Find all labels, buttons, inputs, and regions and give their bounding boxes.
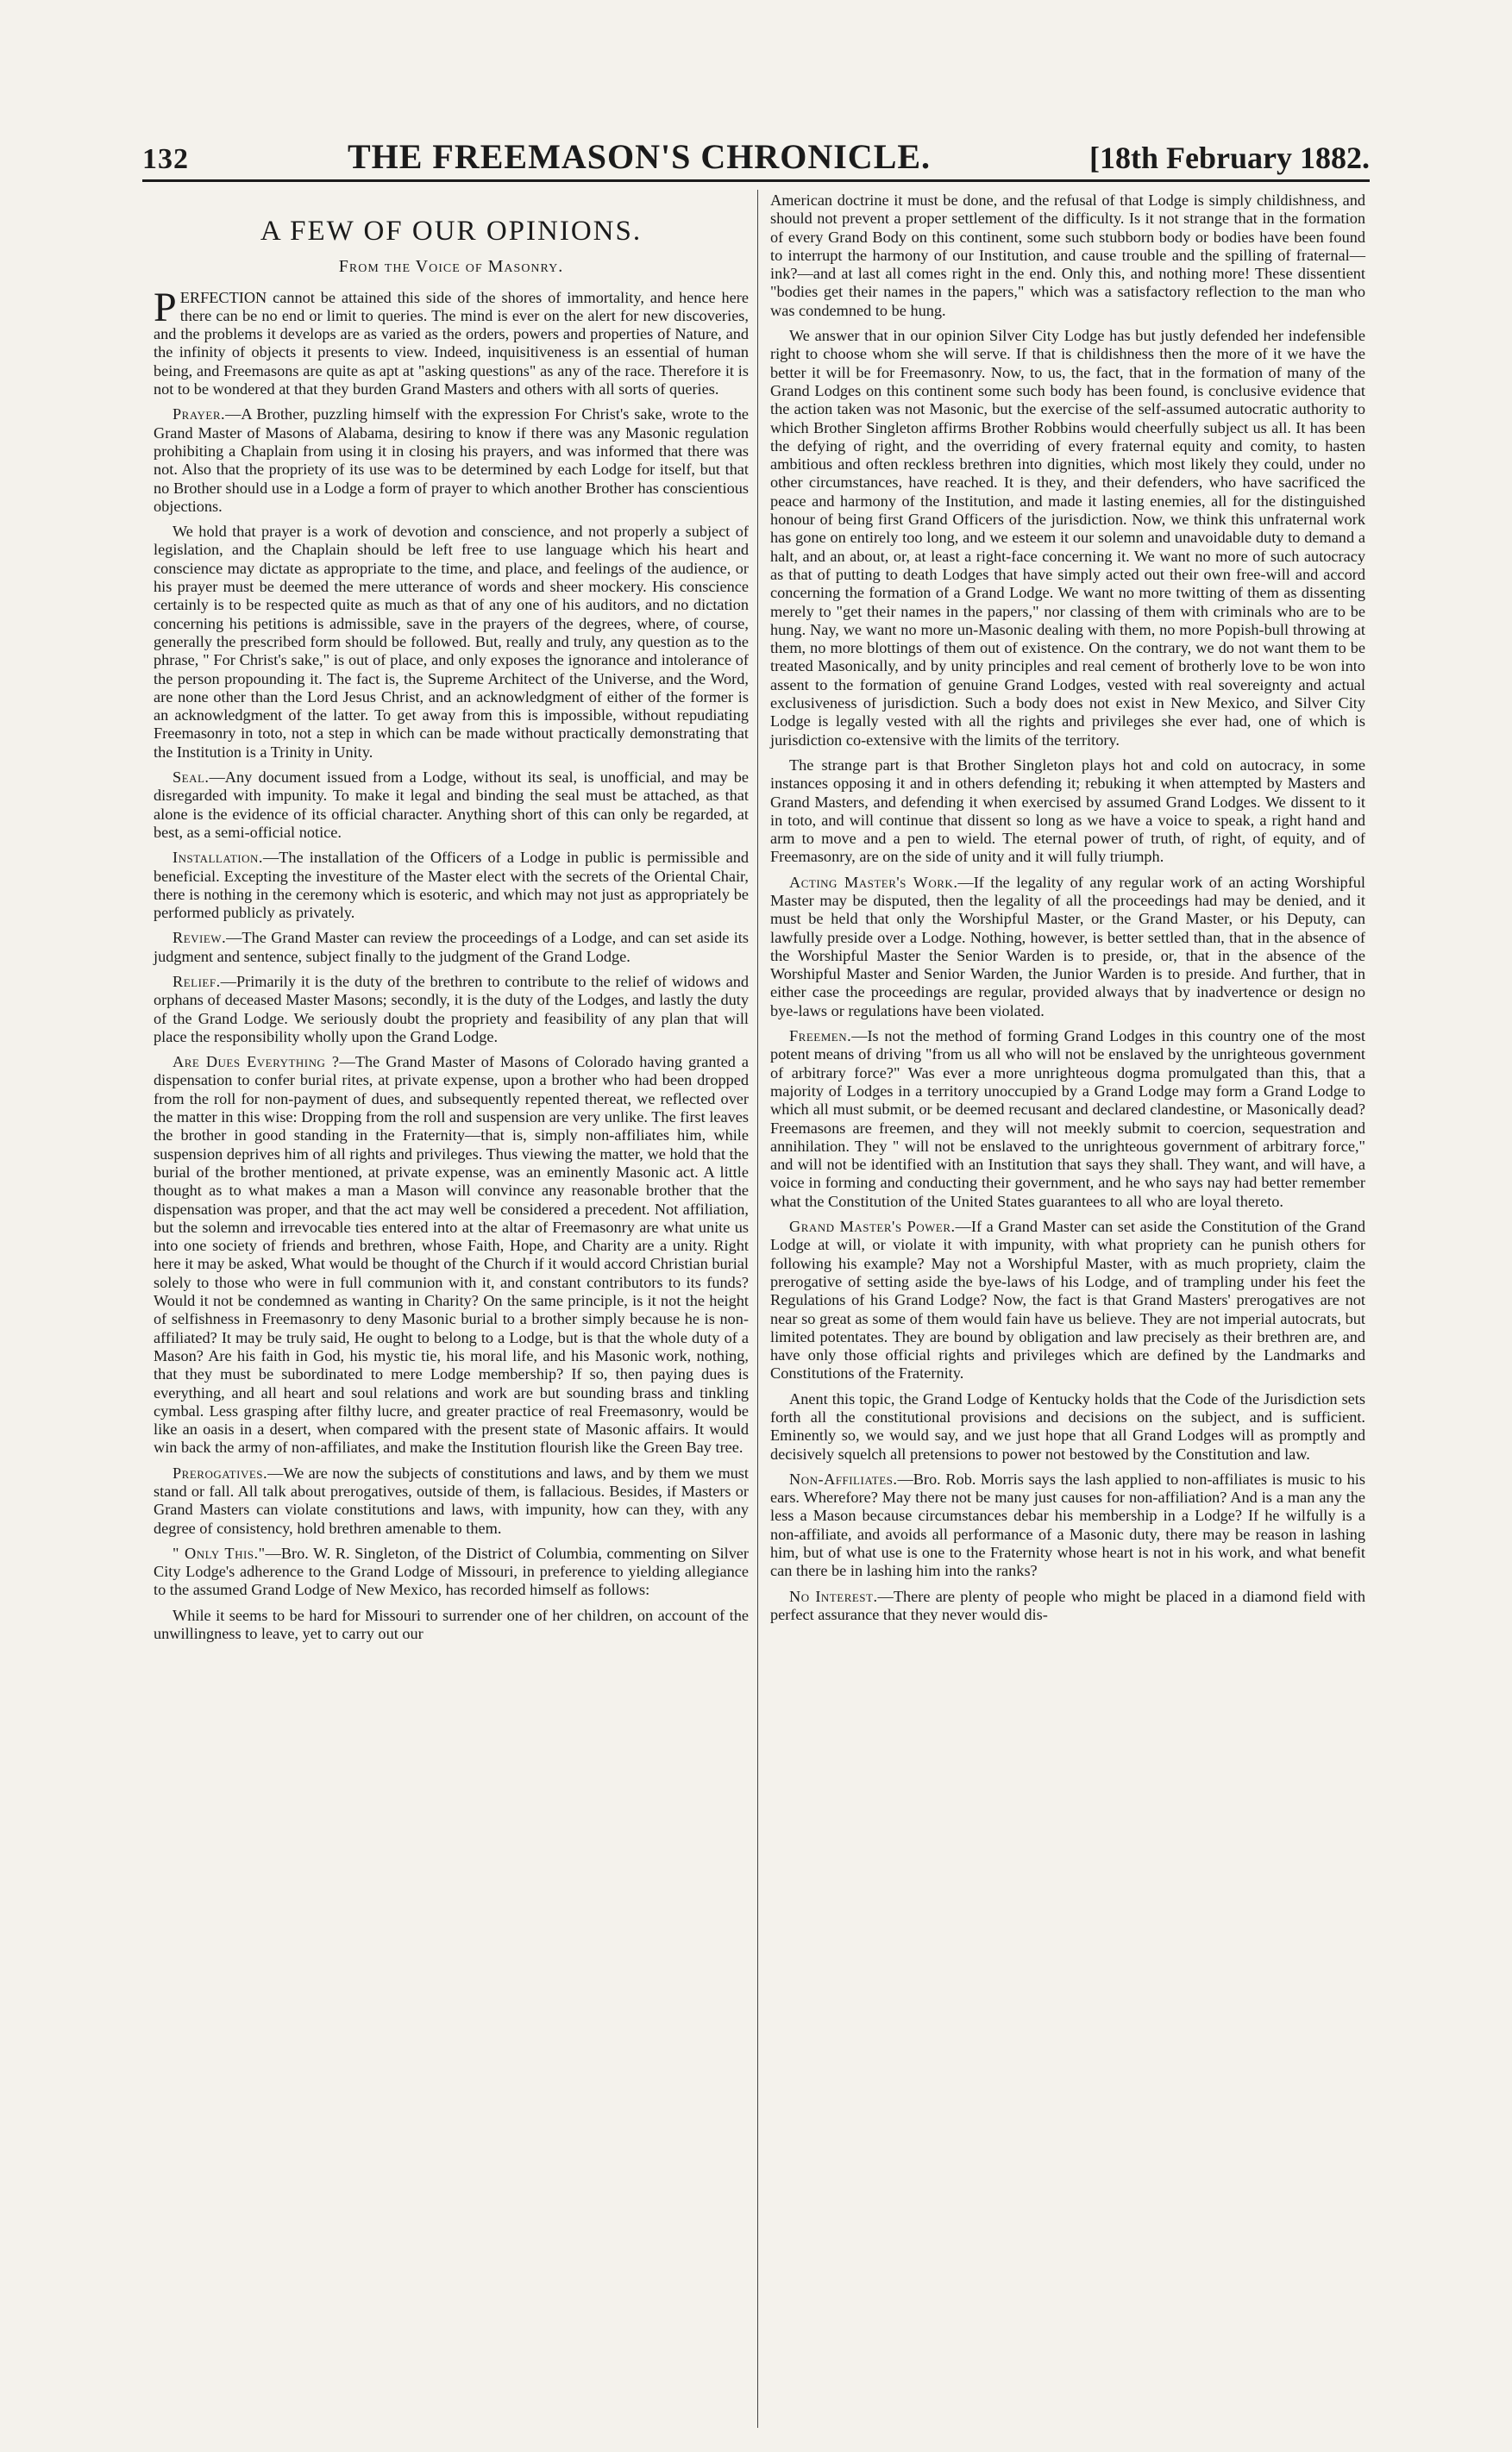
issue-date: [18th February 1882. [1089, 141, 1370, 175]
section-lead: Grand Master's Power. [789, 1218, 956, 1236]
paragraph-text: —Primarily it is the duty of the brethren to contribute to the relief of widows and orphans of deceased Master Masons; secondly, it is the duty of the Lodges, and lastly the duty of the Grand Lodge. We seriously doubt the propriety and feasibility of any plan that will place the responsibility wholly upon the Grand Lodge. [154, 972, 749, 1045]
paragraph-text: —The Grand Master can review the proceedings of a Lodge, and can set aside its judgment and sentence, subject finally to the judgment of the Grand Lodge. [154, 929, 749, 965]
article-paragraph [154, 1464, 749, 1538]
article-paragraph [770, 327, 1365, 749]
paragraph-text: Anent this topic, the Grand Lodge of Kentucky holds that the Code of the Jurisdiction sets forth all the constitutional provisions and decisions on the subject, and is sufficient. Eminently so, we would say, and we just hope that all Grand Lodges will as promptly and decisively squelch all pretensions to power not bestowed by the Constitution and law. [770, 1389, 1365, 1463]
paragraph-text: —A Brother, puzzling himself with the expression For Christ's sake, wrote to the Grand Master of Masons of Alabama, desiring to know if there was any Masonic regulation prohibiting a Chaplain from using it in closing his prayers, and was informed that there was not. Also that the propriety of its use was to be determined by each Lodge for itself, but that no Brother should use in a Lodge a form of prayer to which another Brother has conscientious objections. [154, 405, 749, 515]
section-lead: Installation. [173, 849, 263, 867]
masthead [142, 136, 1370, 177]
section-lead: Prayer. [173, 405, 226, 423]
left-column [154, 191, 749, 1650]
page-number: 132 [142, 143, 189, 175]
article-paragraph [154, 1053, 749, 1458]
section-lead: Seal. [173, 768, 210, 787]
drop-cap: P [154, 284, 177, 330]
paragraph-text: —The Grand Master of Masons of Colorado having granted a dispensation to confer burial rites, at private expense, upon a brother who had been dropped from the roll for non-payment of dues, and subsequently repented thereat, we reflected over the matter in this wise: Dropping from the roll and suspension are very unlike. The first leaves the brother in good standing in the Fraternity—that is, simply non-affiliates him, while suspension deprives him of all rights and privileges. Thus viewing the matter, we hold that the burial of the brother mentioned, at private expense, was an eminently Masonic act. A little thought as to what makes a man a Mason will convince any reasonable brother that the dispensation was proper, and that the act may well be considered a precedent. Not affiliation, but the solemn and irrevocable ties entered into at the altar of Freemasonry are what unite us into one society of friends and brethren, whose Faith, Hope, and Charity are a unity. Right here it may be asked, What would be thought of the Church if it would accord Christian burial solely to those who were in full communion with it, and constant contributors to its funds? Would it not be condemned as wanting in Charity? On the same principle, is it not the height of selfishness in Freemasonry to deny Masonic burial to a brother simply because he is non-affiliated? It may be truly said, He ought to belong to a Lodge, but is that the whole duty of a Mason? Are his faith in God, his mystic tie, his moral life, and his Masonic work, nothing, that they must be subordinated to mere Lodge membership? If so, then paying dues is everything, and all heart and soul relations and work are but sounding brass and tinkling cymbal. Less grasping after filthy lucre, and greater practice of real Freemasonry, would be like an oasis in a desert, when compared with the present state of Masonic affairs. It would win back the army of non-affiliates, and make the Institution flourish like the Green Bay tree. [154, 1053, 749, 1457]
paragraph-text: —Is not the method of forming Grand Lodges in this country one of the most potent means of driving "from us all who will not be enslaved by the unrighteous government of arbitrary force?" Was ever a more unrighteous dogma promulgated than this, that a majority of Lodges in a territory unoccupied by a Grand Lodge may form a Grand Lodge to which all must submit, or be deemed recusant and declared clandestine, or Masonically dead? Freemasons are freemen, and they will not meekly submit to coercion, sequestration and annihilation. They " will not be enslaved to the unrighteous government of arbitrary force," and will not be identified with an Institution that says they shall. They want, and will have, a voice in forming and conducting their government, and he who says nay had better remember what the Constitution of the United States guarantees to all who are loyal thereto. [770, 1027, 1365, 1210]
paragraph-text: —We are now the subjects of constitutions and laws, and by them we must stand or fall. All talk about prerogatives, outside of them, is fallacious. Besides, if Masters or Grand Masters can violate constitutions and laws, with impunity, how can they, with any degree of consistency, hold brethren amenable to them. [154, 1464, 749, 1537]
article-paragraph [154, 405, 749, 516]
paragraph-text: —If a Grand Master can set aside the Constitution of the Grand Lodge at will, or violate it with impunity, with what propriety can he punish others for following his example? May not a Worshipful Master, with as much propriety, claim the prerogative of setting aside the bye-laws of his Lodge, and of trampling under his feet the Regulations of his Grand Lodge? Now, the fact is that Grand Masters' prerogatives are not near so great as some of them would fain have us believe. They are not imperial autocrats, but limited potentates. They are bound by obligation and law precisely as their brethren are, and have only those official rights and privileges which are defined by the Landmarks and Constitutions of the Fraternity. [770, 1218, 1365, 1383]
article-paragraph [770, 874, 1365, 1020]
article-paragraph [770, 1027, 1365, 1211]
paragraph-text: —If the legality of any regular work of an acting Worshipful Master may be disputed, then the legality of all the proceedings had may be denied, and it must be held that only the Worshipful Master, or the Grand Master, or his Deputy, can lawfully preside over a Lodge. Nothing, however, is better settled than, that in the absence of the Worshipful Master the Senior Warden is to preside, or, that in the absence of the Worshipful Master and Senior Warden, the Junior Warden is to preside. And further, that in either case the proceedings are regular, provided always that by inadvertence or design no bye-laws or regulations have been violated. [770, 873, 1366, 1019]
article-paragraph [770, 191, 1365, 320]
article-paragraph [770, 1588, 1365, 1625]
paragraph-text: —There are plenty of people who might be placed in a diamond field with perfect assurance that they never would dis- [770, 1587, 1365, 1623]
article-paragraph [154, 523, 749, 762]
column-divider [757, 190, 758, 2428]
right-column-paragraphs [770, 191, 1365, 1624]
paragraph-text: —Bro. Rob. Morris says the lash applied to non-affiliates is music to his ears. Wherefore? May there not be many just causes for non-affiliation? And is a man any the less a Mason because circumstances debar his membership in a Lodge? If he wilfully is a non-affiliate, and avoids all performance of a Masonic duty, there may be reason in lashing him, but of what use is one to the Fraternity whose heart is not in his work, and what benefit can there be in lashing him into the ranks? [770, 1470, 1365, 1580]
section-lead: Freemen. [789, 1027, 852, 1045]
right-column [770, 191, 1365, 1631]
paragraph-text: —Any document issued from a Lodge, without its seal, is unofficial, and may be disregarded with impunity. To make it legal and binding the seal must be attached, as that alone is the evidence of its official character. Anything short of this can only be regarded, at best, as a semi-official notice. [154, 768, 749, 841]
article-byline: From the Voice of Masonry. [338, 257, 564, 277]
article-paragraph [154, 929, 749, 966]
article-paragraph [154, 1545, 749, 1600]
paragraph-text: —Bro. W. R. Singleton, of the District of Columbia, commenting on Silver City Lodge's adherence to the Grand Lodge of Missouri, in preference to yielding allegiance to the assumed Grand Lodge of New Mexico, has recorded himself as follows: [154, 1544, 749, 1599]
article-paragraph [770, 756, 1365, 867]
paragraph-text: ERFECTION cannot be attained this side of the shores of immortality, and hence here there can be no end or limit to queries. The mind is ever on the alert for new discoveries, and the problems it develops are as varied as the orders, powers and properties of Nature, and the infinity of objects it presents to view. Indeed, inquisitiveness is an essential of human being, and Freemasons are quite as apt at "asking questions" as any of the race. Therefore it is not to be wondered at that they burden Grand Masters and others with all sorts of queries. [154, 288, 749, 398]
publication-title: THE FREEMASON'S CHRONICLE. [347, 137, 932, 176]
article-paragraph [154, 284, 749, 399]
section-lead: Prerogatives. [173, 1464, 268, 1482]
paragraph-text: While it seems to be hard for Missouri to surrender one of her children, on account of the unwillingness to leave, yet to carry out our [154, 1606, 749, 1643]
section-lead: Acting Master's Work. [789, 873, 958, 891]
paragraph-text: —The installation of the Officers of a Lodge in public is permissible and beneficial. Excepting the investiture of the Master elect with the secrets of the Oriental Chair, there is nothing in the ceremony which is esoteric, and which may not just as appropriately be performed publicly as privately. [154, 849, 749, 922]
article-paragraph [154, 849, 749, 922]
paragraph-text: American doctrine it must be done, and the refusal of that Lodge is simply childishness, and should not prevent a proper settlement of the difficulty. Is it not strange that in the formation of every Grand Body on this continent, some such stubborn body or bodies have been found to interrupt the harmony of our Institution, and cause trouble and the spilling of fraternal—ink?—and at last all comes right in the end. Only this, and nothing more! These dissentient "bodies get their names in the papers," which was a satisfactory reflection to the man who was condemned to be hung. [770, 191, 1365, 319]
paragraph-text: We hold that prayer is a work of devotion and conscience, and not properly a subject of legislation, and the Chaplain should be left free to use language which his heart and conscience may dictate as appropriate to the time, and place, and feelings of the audience, or his prayer must be deemed the mere utterance of words and sheer mockery. His conscience certainly is to be respected quite as much as that of any one of his auditors, and no dictation concerning his petitions is admissible, save in the prayers of the degrees, where, of course, generally the prescribed form should be followed. But, really and truly, any question as to the phrase, " For Christ's sake," is out of place, and only exposes the ignorance and intolerance of the person propounding it. The fact is, the Supreme Architect of the Universe, and the Word, are none other than the Lord Jesus Christ, and an acknowledgment of either of the former is an acknowledgment of the latter. To get away from this is impossible, without repudiating Freemasonry in toto, not a step in which can be made without practically demonstrating that the Institution is a Trinity in Unity. [154, 523, 749, 761]
article-paragraph [154, 973, 749, 1046]
section-lead: " Only This." [173, 1544, 266, 1562]
section-lead: Are Dues Everything ? [173, 1053, 340, 1071]
masthead-rule [142, 179, 1370, 182]
article-paragraph [770, 1390, 1365, 1464]
section-lead: No Interest. [789, 1587, 878, 1605]
left-column-paragraphs [154, 284, 749, 1644]
article-paragraph [154, 768, 749, 842]
paragraph-text: We answer that in our opinion Silver City Lodge has but justly defended her indefensible right to choose whom she will serve. If that is childishness then the more of it we have the better it will be for Freemasonry. Now, to us, the fact, that in the formation of many of the Grand Lodges on this continent some such body has been found, is conclusive evidence that the action taken was not Masonic, but the exercise of the self-assumed autocratic authority to which Brother Singleton affirms Brother Robbins would cheerfully subject us all. It has been the defying of right, and the overriding of every fraternal equity and comity, to hasten ambitious and often reckless brethren into dignities, which most likely they could, under no other circumstances, have reached. It is they, and their defenders, who have sacrificed the peace and harmony of the Institution, and made it lasting enemies, all for the distinguished honour of being first Grand Officers of the jurisdiction. Now, we think this unfraternal work has gone on entirely too long, and we esteem it our solemn and unavoidable duty to demand a halt, and an about, or, at least a right-face concerning it. We want no more of such autocracy as that of putting to death Lodges that have simply acted out their own free-will and accord concerning the formation of a Grand Lodge. We want no more twitting of them as dissenting merely to "get their names in the papers," nor classing of them with criminals who are to be hung. Nay, we want no more un-Masonic dealing with them, no more Popish-bull throwing at them, no more blottings of them out of existence. On the contrary, we do not want them to be treated Masonically, and by unity principles and real cement of brotherly love to be won into assent to the formation of genuine Grand Lodges, vested with real sovereignty and actual exclusiveness of jurisdiction. Such a body does not exist in New Mexico, and Silver City Lodge is legally vested with all the rights and privileges she ever had, one of which is jurisdiction co-extensive with the limits of the territory. [770, 327, 1365, 749]
article-paragraph [770, 1218, 1365, 1383]
section-lead: Relief. [173, 972, 221, 990]
section-lead: Review. [173, 929, 227, 947]
article-title: A FEW OF OUR OPINIONS. [260, 216, 643, 247]
article-paragraph [770, 1471, 1365, 1581]
section-lead: Non-Affiliates. [789, 1470, 898, 1488]
article-paragraph [154, 1607, 749, 1644]
paragraph-text: The strange part is that Brother Singleton plays hot and cold on autocracy, in some instances opposing it and in others defending it; rebuking it when attempted by Masters and Grand Masters, and defending it when exercised by assumed Grand Lodges. We dissent to it in toto, and will continue that dissent so long as we have a voice to speak, a right hand and arm to move and a pen to wield. The eternal power of truth, of right, of equity, and of Freemasonry, are on the side of unity and it will fully triumph. [770, 756, 1365, 866]
